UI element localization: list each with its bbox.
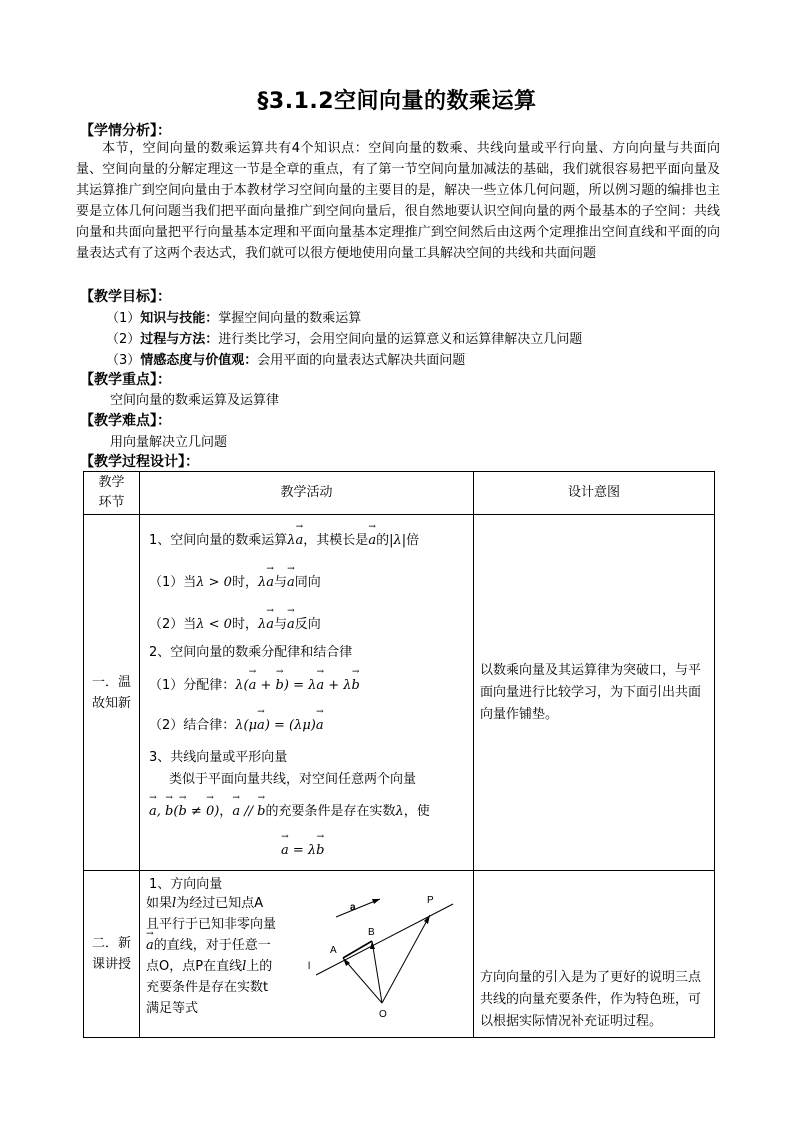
- item1: 1、空间向量的数乘运算λ→ a，其模长是→ a的|λ|倍: [149, 529, 419, 548]
- activity-cell: [140, 871, 474, 1038]
- stage-cell: 一．温故知新: [84, 515, 140, 871]
- item3-text: 类似于平面向量共线，对空间任意两个向量: [169, 772, 417, 787]
- collinear-formula: → a = λ→ b: [281, 843, 325, 858]
- difficulty-text: 用向量解决立几问题: [110, 435, 228, 450]
- line-l-label: l: [308, 961, 311, 972]
- activity-cell: [140, 515, 474, 871]
- item1: 1、方向向量: [149, 877, 223, 892]
- item3: 3、共线向量或平形向量: [149, 750, 288, 765]
- goals-heading: 【教学目标】：: [80, 289, 171, 305]
- process-table: [83, 471, 715, 1038]
- point-p-label: P: [427, 895, 434, 906]
- difficulty-heading: 【教学难点】：: [80, 413, 171, 429]
- line-figure: [308, 889, 468, 1029]
- case1: （1）当λ > 0时，λ→ a与→ a同向: [149, 571, 321, 590]
- page-title: §3.1.2空间向量的数乘运算: [257, 89, 537, 114]
- stage-cell: 二．新课讲授: [84, 871, 140, 1038]
- point-o-label: O: [379, 1009, 387, 1020]
- process-heading: 【教学过程设计】：: [80, 454, 199, 470]
- analysis-paragraph: 本节，空间向量的数乘运算共有4个知识点：空间向量的数乘、共线向量或平行向量、方向向量与共面向量、空间向量的分解定理这一节是全章的重点，有了第一节空间向量加减法的基础，我们就很容易把平面向量及其运算推广到空间向量由于本教材学习空间向量的主要目的是，解决一些立体几何问题，所以例习题的编排也主要是立体几何问题当我们把平面向量推广到空间向量后，很自然地要认识空间向量的两个最基本的子空间：共线向量和共面向量把平行向量基本定理和平面向量基本定理推广到空间然后由这两个定理推出空间直线和平面的向量表达式有了这两个表达式，我们就可以很方便地使用向量工具解决空间的共线和共面问题: [76, 141, 720, 261]
- header-stage: 教学环节: [84, 472, 140, 515]
- goal-item: （1）知识与技能：掌握空间向量的数乘运算: [106, 311, 362, 326]
- associative-law: （2）结合律：λ(μ→ a) = (λμ)→ a: [149, 714, 324, 733]
- collinear-condition: → a, → b(→ b ≠ → 0)，→ a // → b的充要条件是存在实数λ，使: [149, 800, 430, 819]
- item2: 2、空间向量的数乘分配律和结合律: [149, 645, 353, 660]
- distributive-law: （1）分配律：λ(→ a + → b) = λ→ a + λ→ b: [149, 674, 360, 693]
- design-cell: 以数乘向量及其运算律为突破口，与平面向量进行比较学习，为下面引出共面向量作铺垫。: [474, 515, 715, 871]
- point-a-label: A: [330, 945, 337, 956]
- header-activity: 教学活动: [140, 472, 474, 515]
- direction-vector-text: 如果l为经过已知点A 且平行于已知非零向量 → a的直线，对于任意一 点O，点P在直线l上的 充要条件是存在实数t 满足等式: [146, 893, 276, 1019]
- analysis-heading: 【学情分析】：: [80, 123, 171, 139]
- header-design: 设计意图: [474, 472, 715, 515]
- key-text: 空间向量的数乘运算及运算律: [110, 393, 280, 408]
- goal-item: （2）过程与方法：进行类比学习，会用空间向量的运算意义和运算律解决立几问题: [106, 332, 583, 347]
- design-cell: 方向向量的引入是为了更好的说明三点共线的向量充要条件，作为特色班，可以根据实际情况补充证明过程。: [474, 871, 715, 1038]
- case2: （2）当λ < 0时，λ→ a与→ a反向: [149, 613, 321, 632]
- goal-item: （3）情感态度与价值观：会用平面的向量表达式解决共面问题: [106, 353, 466, 368]
- vector-a-label: a: [350, 902, 356, 913]
- key-heading: 【教学重点】：: [80, 372, 171, 388]
- point-b-label: B: [368, 927, 375, 938]
